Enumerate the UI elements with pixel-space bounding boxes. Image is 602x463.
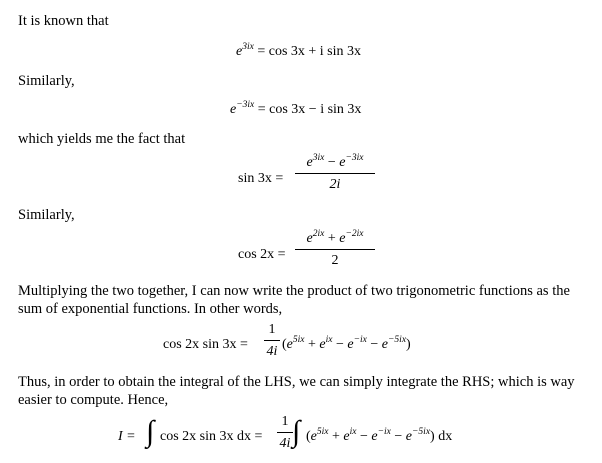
fraction-denominator: 2i: [329, 177, 341, 192]
equation-euler-plus: $e^{3ix} = \cos 3x + i$ sin 3x: [236, 42, 362, 59]
equation-integral-fraction: [277, 414, 293, 452]
fraction-denominator: 2: [331, 253, 339, 268]
equation-integral-integrand: cos 2x sin 3x dx =: [160, 429, 263, 444]
paragraph-multiplying: Multiplying the two together, I can now write the product of two trigonometric functions as the sum of exponential functions. In other words,: [18, 283, 570, 317]
fraction-denominator: 4i: [279, 436, 291, 451]
equation-euler-minus: $e^{-3ix} = \cos 3x - i$ sin 3x: [230, 100, 362, 117]
paragraph-similarly-1: Similarly,: [18, 73, 75, 89]
equation-sin3x-lhs: sin 3x =: [238, 171, 284, 186]
equation-product-fraction: [264, 322, 280, 360]
integral-sign-icon: ∫: [292, 415, 301, 448]
fraction-numerator: 1: [268, 322, 276, 337]
fraction-denominator: 4i: [266, 344, 278, 359]
paragraph-yields: which yields me the fact that: [18, 131, 186, 147]
equation-integral-rhs: $(e^{5ix} + e^{ix} - e^{-ix} - e^{-5ix})$ dx: [306, 427, 453, 444]
integral-sign-icon: ∫: [146, 415, 155, 448]
equation-integral-lhs: I =: [118, 429, 136, 444]
fraction-numerator: $e^{3ix} - e^{-3ix}$: [306, 153, 364, 170]
equation-product-rhs: $(e^{5ix} + e^{ix} - e^{-ix} - e^{-5ix})$: [282, 335, 411, 352]
equation-product-lhs: cos 2x sin 3x =: [163, 337, 248, 352]
equation-cos2x-fraction: [295, 231, 375, 269]
equation-cos2x-lhs: cos 2x =: [238, 247, 286, 262]
paragraph-intro: It is known that: [18, 13, 109, 29]
equation-sin3x-fraction: [295, 155, 375, 193]
paragraph-thus: Thus, in order to obtain the integral of the LHS, we can simply integrate the RHS; which is way easier to compute. Hence,: [18, 374, 575, 408]
paragraph-similarly-2: Similarly,: [18, 207, 75, 223]
fraction-numerator: $e^{2ix} + e^{-2ix}$: [306, 229, 364, 246]
fraction-numerator: 1: [281, 414, 289, 429]
